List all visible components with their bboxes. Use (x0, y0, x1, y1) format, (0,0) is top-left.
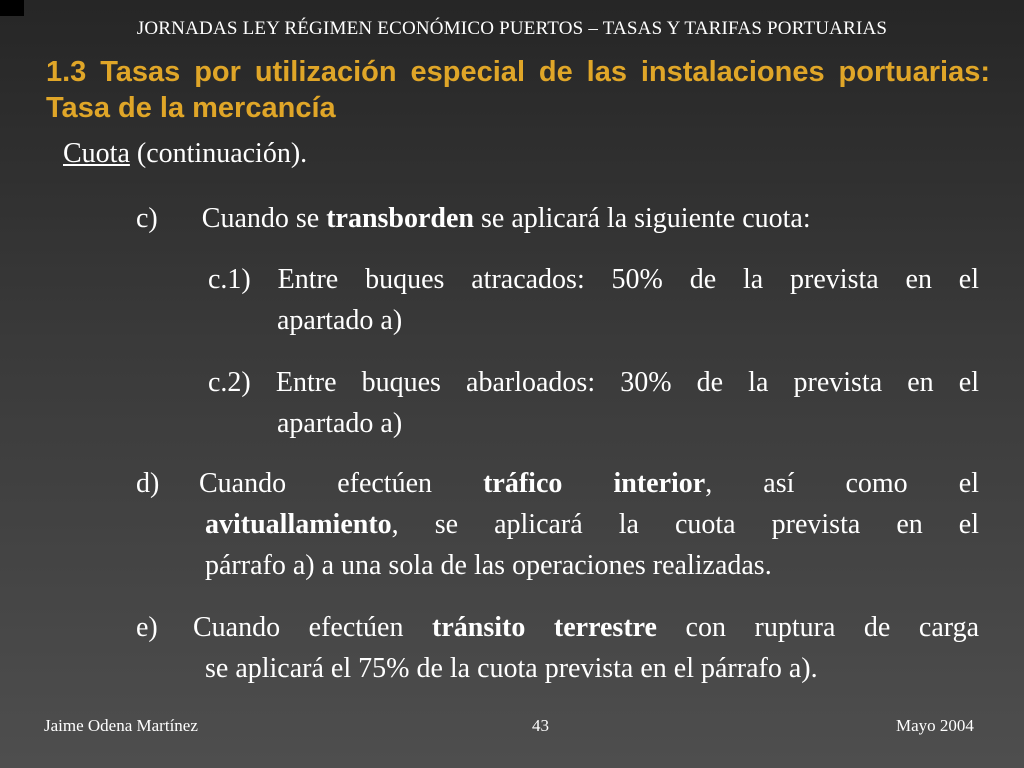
item-c-pre: Cuando se (201, 203, 327, 234)
item-d-l1-pre: Cuando efectúen (199, 468, 484, 499)
slide-header: JORNADAS LEY RÉGIMEN ECONÓMICO PUERTOS – TASAS Y TARIFAS PORTUARIAS (136, 18, 888, 39)
subtitle-underlined: Cuota (63, 138, 130, 169)
item-e-l1-pre: Cuando efectúen (193, 612, 433, 643)
item-e-line1 (193, 607, 979, 648)
item-e-l1-bold: tránsito terrestre (432, 612, 657, 643)
corner-mark (0, 0, 24, 16)
footer-author: Jaime Odena Martínez (44, 716, 198, 735)
item-c-post: se aplicará la siguiente cuota: (474, 203, 811, 234)
item-d-line3: párrafo a) a una sola de las operaciones realizadas. (205, 550, 772, 581)
slide-title: 1.3 Tasas por utilización especial de las instalaciones portuarias: Tasa de la mercancía (46, 56, 990, 124)
subtitle (63, 138, 307, 170)
item-c2-line1: c.2) Entre buques abarloados: 30% de la prevista en el (208, 367, 979, 398)
footer-date: Mayo 2004 (896, 716, 974, 735)
item-e-line2: se aplicará el 75% de la cuota prevista en el párrafo a). (205, 653, 818, 684)
item-d-l2-post: , se aplicará la cuota prevista en el (391, 509, 979, 540)
item-c (136, 198, 811, 239)
item-d-l1-post: , así como el (705, 468, 979, 499)
item-c1-line2: apartado a) (277, 305, 403, 336)
item-e-l1-post: con ruptura de carga (657, 612, 979, 643)
footer-page-number: 43 (532, 716, 549, 735)
item-d-line2 (205, 504, 979, 545)
item-d-line1 (199, 463, 979, 504)
item-c-label: c) (136, 203, 158, 234)
item-d-label: d) (136, 468, 160, 499)
item-c-bold: transborden (326, 203, 474, 234)
item-e-label: e) (136, 612, 158, 643)
item-d-l2-bold: avituallamiento (205, 509, 392, 540)
item-c2-line2: apartado a) (277, 408, 403, 439)
subtitle-rest: (continuación). (129, 138, 308, 169)
item-c1-line1: c.1) Entre buques atracados: 50% de la prevista en el (208, 264, 979, 295)
item-d-l1-bold: tráfico interior (483, 468, 706, 499)
